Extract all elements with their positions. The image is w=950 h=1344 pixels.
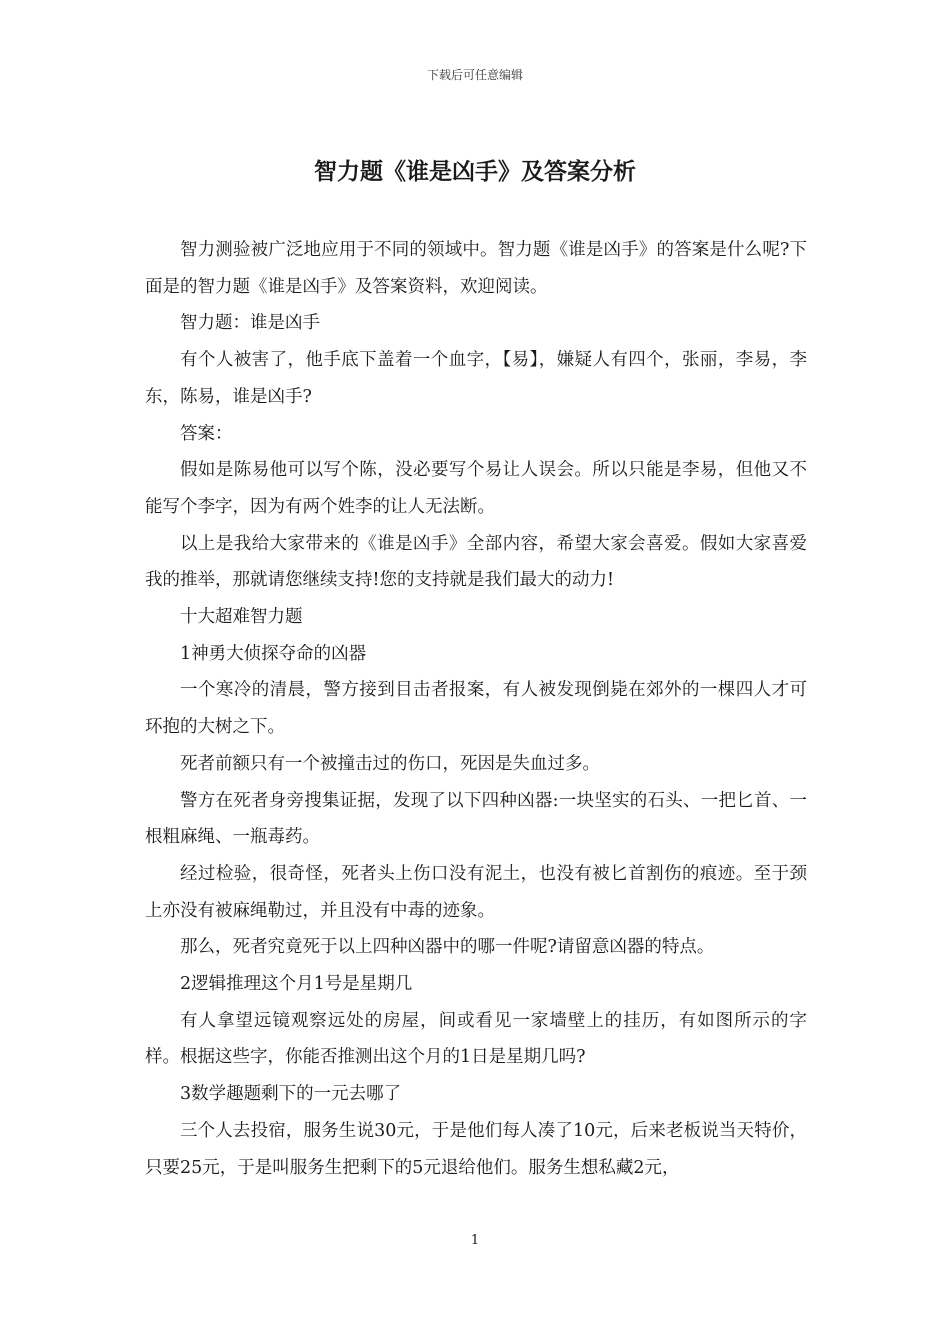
subsection-heading: 3数学趣题剩下的一元去哪了 <box>180 1084 402 1105</box>
paragraph: 答案： <box>180 423 233 444</box>
paragraph: 有个人被害了，他手底下盖着一个血字，【易】，嫌疑人有四个，张丽，李易，李东，陈易，谁是凶手? <box>145 350 807 407</box>
paragraph: 一个寒冷的清晨，警方接到目击者报案，有人被发现倒毙在郊外的一棵四人才可环抱的大树之下。 <box>145 680 807 738</box>
paragraph: 经过检验，很奇怪，死者头上伤口没有泥土，也没有被匕首割伤的痕迹。至于颈上亦没有被麻绳勒过，并且没有中毒的迹象。 <box>145 863 807 921</box>
paragraph: 以上是我给大家带来的《谁是凶手》全部内容，希望大家会喜爱。假如大家喜爱我的推举，那就请您继续支持!您的支持就是我们最大的动力! <box>145 533 807 591</box>
paragraph: 智力题：谁是凶手 <box>180 313 320 334</box>
paragraph: 三个人去投宿，服务生说30元，于是他们每人凑了10元，后来老板说当天特价，只要25元，于是叫服务生把剩下的5元退给他们。服务生想私藏2元， <box>145 1120 807 1178</box>
document-title: 智力题《谁是凶手》及答案分析 <box>314 159 636 185</box>
document-body <box>145 232 807 1186</box>
paragraph: 警方在死者身旁搜集证据，发现了以下四种凶器:一块坚实的石头、一把匕首、一根粗麻绳、一瓶毒药。 <box>145 790 807 848</box>
paragraph: 那么，死者究竟死于以上四种凶器中的哪一件呢?请留意凶器的特点。 <box>180 937 715 958</box>
paragraph: 死者前额只有一个被撞击过的伤口，死因是失血过多。 <box>180 753 600 774</box>
paragraph: 假如是陈易他可以写个陈，没必要写个易让人误会。所以只能是李易，但他又不能写个李字，因为有两个姓李的让人无法断。 <box>145 460 807 517</box>
page-header: 下载后可任意编辑 <box>426 68 523 82</box>
section-heading: 十大超难智力题 <box>180 607 303 628</box>
subsection-heading: 2逻辑推理这个月1号是星期几 <box>180 974 413 995</box>
paragraph: 有人拿望远镜观察远处的房屋，间或看见一家墙壁上的挂历，有如图所示的字样。根据这些字，你能否推测出这个月的1日是星期几吗? <box>145 1010 807 1068</box>
page-number: 1 <box>470 1233 480 1248</box>
subsection-heading: 1神勇大侦探夺命的凶器 <box>180 643 367 664</box>
paragraph: 智力测验被广泛地应用于不同的领域中。智力题《谁是凶手》的答案是什么呢?下面是的智力题《谁是凶手》及答案资料，欢迎阅读。 <box>145 240 807 297</box>
